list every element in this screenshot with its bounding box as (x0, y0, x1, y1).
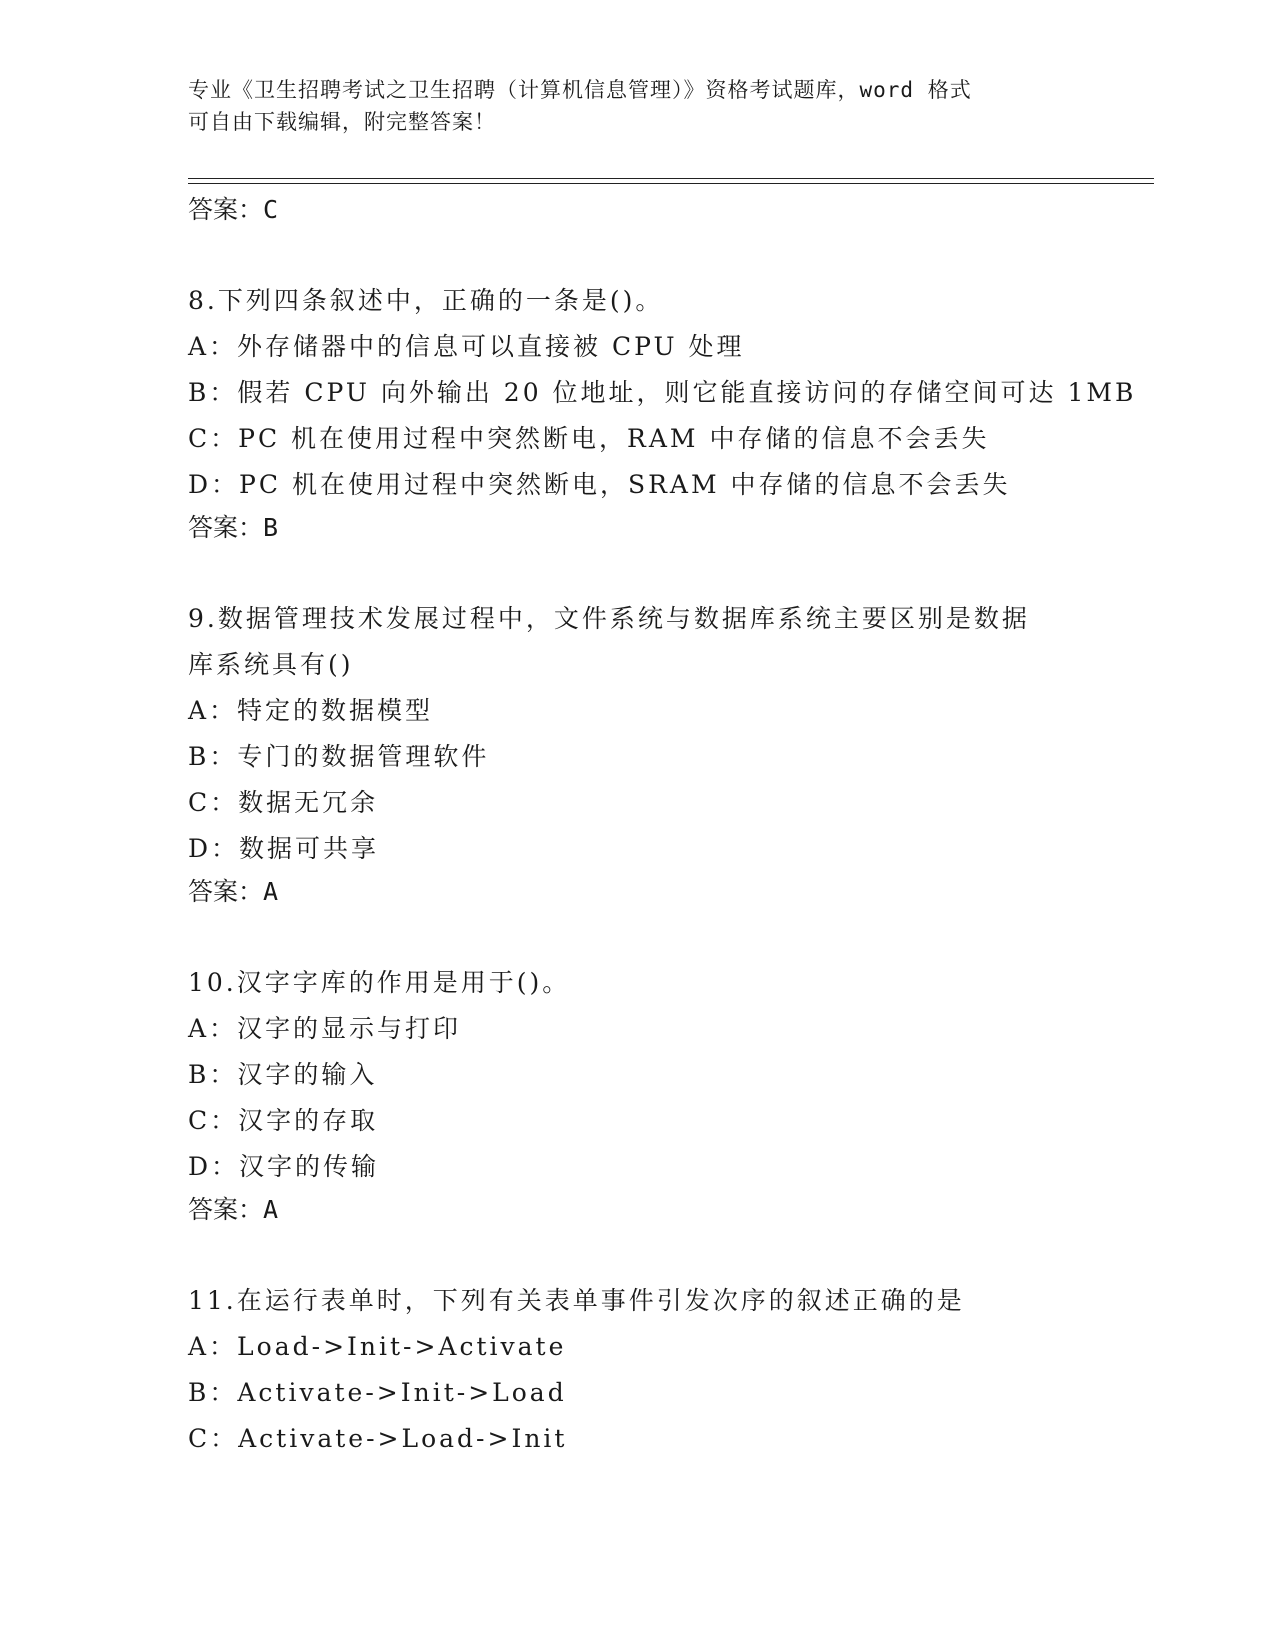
question-list (188, 190, 1148, 1462)
answer-line: 答案：C (188, 195, 279, 224)
option-c: C：数据无冗余 (188, 788, 379, 817)
question-title: 11.在运行表单时，下列有关表单事件引发次序的叙述正确的是 (188, 1286, 965, 1315)
header-line-1: 专业《卫生招聘考试之卫生招聘（计算机信息管理）》资格考试题库，word 格式 (188, 78, 972, 102)
question-title: 10.汉字字库的作用是用于()。 (188, 968, 571, 997)
option-c: C：PC 机在使用过程中突然断电，RAM 中存储的信息不会丢失 (188, 424, 990, 453)
option-c: C：汉字的存取 (188, 1106, 379, 1135)
header-rule-bottom (188, 183, 1154, 184)
question-title-line-2: 库系统具有() (188, 650, 354, 679)
question-8 (188, 278, 1148, 550)
document-header (188, 74, 1068, 138)
question-11 (188, 1278, 1148, 1462)
header-line-2: 可自由下载编辑，附完整答案！ (188, 110, 496, 134)
option-b: B：假若 CPU 向外输出 20 位地址，则它能直接访问的存储空间可达 1MB (188, 378, 1137, 407)
question-title: 8.下列四条叙述中，正确的一条是()。 (188, 286, 664, 315)
option-b: B：专门的数据管理软件 (188, 742, 490, 771)
option-b: B：汉字的输入 (188, 1060, 378, 1089)
question-title-line-1: 9.数据管理技术发展过程中，文件系统与数据库系统主要区别是数据 (188, 604, 1030, 633)
header-rule-top (188, 178, 1154, 179)
option-a: A：外存储器中的信息可以直接被 CPU 处理 (188, 332, 745, 361)
option-d: D：PC 机在使用过程中突然断电，SRAM 中存储的信息不会丢失 (188, 470, 1011, 499)
answer-line: 答案：A (188, 1195, 279, 1224)
option-c: C：Activate->Load->Init (188, 1424, 568, 1453)
answer-line: 答案：B (188, 513, 279, 542)
option-d: D：汉字的传输 (188, 1152, 380, 1181)
question-10 (188, 960, 1148, 1232)
option-a: A：汉字的显示与打印 (188, 1014, 462, 1043)
answer-line: 答案：A (188, 877, 279, 906)
option-d: D：数据可共享 (188, 834, 380, 863)
question-9 (188, 596, 1148, 914)
option-a: A：特定的数据模型 (188, 696, 434, 725)
option-a: A：Load->Init->Activate (188, 1332, 567, 1361)
option-b: B：Activate->Init->Load (188, 1378, 567, 1407)
